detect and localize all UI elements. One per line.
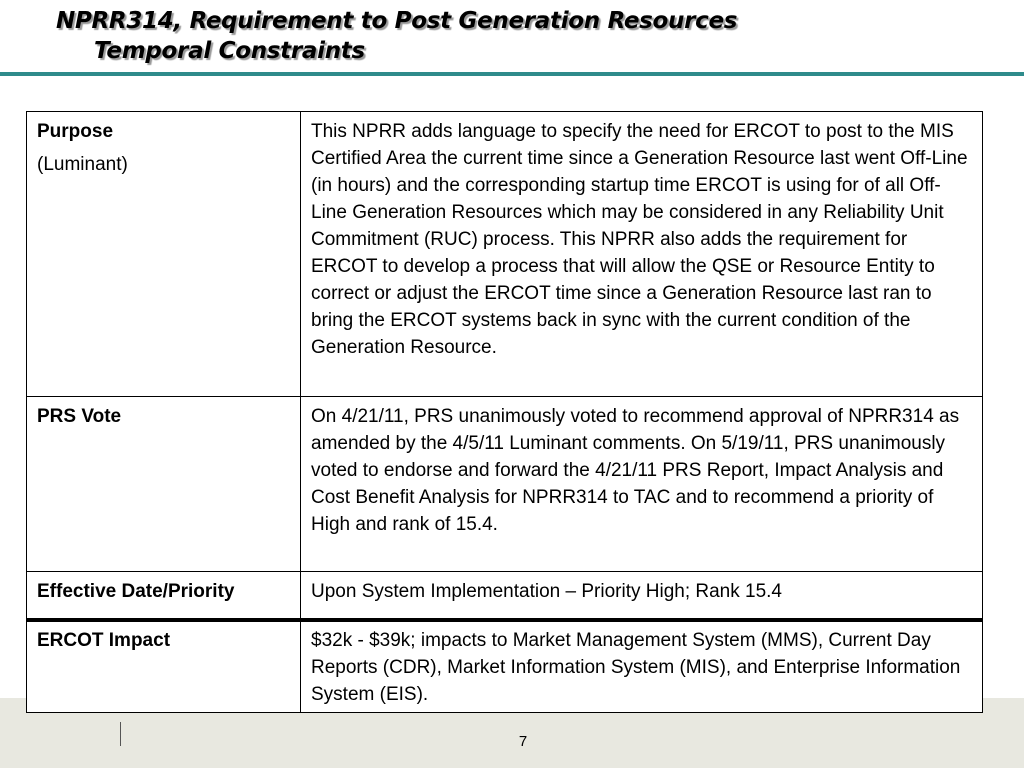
page-number: 7: [518, 733, 528, 750]
slide-title-line-2: Temporal Constraints: [94, 38, 365, 64]
row-value: On 4/21/11, PRS unanimously voted to recommend approval of NPRR314 as amended by the 4/5/11 Luminant comments. On 5/19/11, PRS unanimously voted to endorse and forward the 4/21/11 PRS Report, Impact Analysis and Cost Benefit Analysis for NPRR314 to TAC and to recommend a priority of High and rank of 15.4.: [301, 397, 983, 572]
nprr-info-table: [26, 111, 983, 713]
title-divider: [0, 72, 1024, 76]
row-label: Purpose: [37, 121, 114, 142]
row-value: This NPRR adds language to specify the need for ERCOT to post to the MIS Certified Area the current time since a Generation Resource last went Off-Line (in hours) and the corresponding startup time ERCOT is using for of all Off-Line Generation Resources which may be considered in any Reliability Unit Commitment (RUC) process. This NPRR also adds the requirement for ERCOT to develop a process that will allow the QSE or Resource Entity to correct or adjust the ERCOT time since a Generation Resource last ran to bring the ERCOT systems back in sync with the current condition of the Generation Resource.: [301, 112, 983, 397]
table-row-purpose: [27, 112, 983, 397]
row-sublabel: (Luminant): [37, 154, 128, 175]
slide-title-line-1: NPRR314, Requirement to Post Generation Resources: [56, 8, 738, 34]
row-value: $32k - $39k; impacts to Market Management System (MMS), Current Day Reports (CDR), Market Information System (MIS), and Enterprise Information System (EIS).: [301, 620, 983, 713]
row-label-cell: [27, 112, 301, 397]
table-row-prs-vote: [27, 397, 983, 572]
row-label: Effective Date/Priority: [27, 572, 301, 621]
table-row-ercot-impact: [27, 620, 983, 713]
slide-title: [56, 6, 996, 66]
row-label: PRS Vote: [27, 397, 301, 572]
row-label: ERCOT Impact: [27, 620, 301, 713]
row-value: Upon System Implementation – Priority High; Rank 15.4: [301, 572, 983, 621]
table-row-effective-date: [27, 572, 983, 621]
